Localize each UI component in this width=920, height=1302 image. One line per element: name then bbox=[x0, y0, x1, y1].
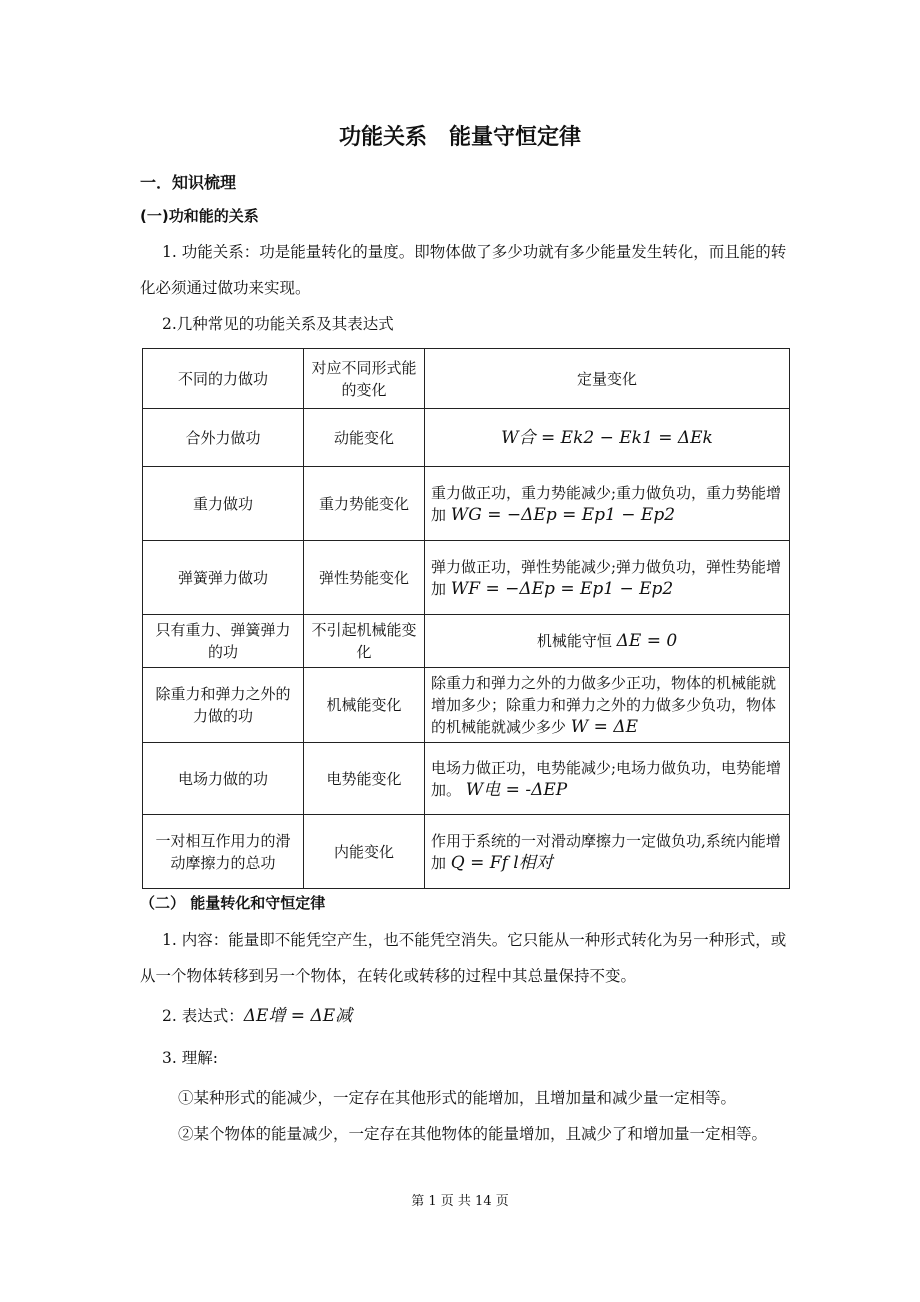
paragraph-expression bbox=[140, 998, 790, 1034]
paragraph-content: 1. 内容：能量即不能凭空产生，也不能凭空消失。它只能从一种形式转化为另一种形式，或从一个物体转移到另一个物体，在转化或转移的过程中其总量保持不变。 bbox=[140, 931, 787, 985]
expression-label: 2. 表达式： bbox=[162, 1007, 244, 1025]
header-force: 不同的力做功 bbox=[143, 349, 304, 409]
cell-quantity bbox=[425, 615, 790, 668]
table-row bbox=[143, 743, 790, 815]
cell-text: 作用于系统的一对滑动摩擦力一定做负功,系统内能增加 bbox=[431, 831, 781, 872]
table-row bbox=[143, 541, 790, 615]
cell-force: 重力做功 bbox=[143, 467, 304, 541]
cell-quantity bbox=[425, 668, 790, 743]
table-row bbox=[143, 467, 790, 541]
paragraph-point-2: ②某个物体的能量减少，一定存在其他物体的能量增加，且减少了和增加量一定相等。 bbox=[178, 1125, 768, 1143]
cell-force: 除重力和弹力之外的力做的功 bbox=[143, 668, 304, 743]
cell-text: 机械能守恒 bbox=[536, 632, 612, 650]
paragraph-understanding: 3. 理解: bbox=[162, 1049, 218, 1067]
table-header-row bbox=[143, 349, 790, 409]
cell-quantity bbox=[425, 743, 790, 815]
cell-quantity bbox=[425, 541, 790, 615]
cell-formula: WG = −ΔEp = Ep1 − Ep2 bbox=[450, 504, 676, 525]
header-energy: 对应不同形式能的变化 bbox=[304, 349, 425, 409]
cell-force: 合外力做功 bbox=[143, 409, 304, 467]
cell-text: 除重力和弹力之外的力做多少正功，物体的机械能就增加多少；除重力和弹力之外的力做多少负功，物体的机械能就减少多少 bbox=[431, 674, 777, 736]
paragraph-work-energy: 1. 功能关系：功是能量转化的量度。即物体做了多少功就有多少能量发生转化，而且能的转化必须通过做功来实现。 bbox=[140, 243, 787, 297]
paragraph-table-intro: 2.几种常见的功能关系及其表达式 bbox=[162, 315, 394, 333]
subsection-heading: (一)功和能的关系 bbox=[140, 207, 259, 225]
cell-formula: ΔE = 0 bbox=[616, 631, 678, 651]
cell-formula: W合 = Ek2 − Ek1 = ΔEk bbox=[425, 409, 790, 467]
page-footer: 第 1 页 共 14 页 bbox=[411, 1194, 509, 1209]
cell-text: 重力做正功，重力势能减少;重力做负功，重力势能增加 bbox=[431, 483, 782, 524]
cell-force: 电场力做的功 bbox=[143, 743, 304, 815]
table-row bbox=[143, 615, 790, 668]
paragraph-point-1: ①某种形式的能减少，一定存在其他形式的能增加，且增加量和减少量一定相等。 bbox=[178, 1089, 737, 1107]
header-quantity: 定量变化 bbox=[425, 349, 790, 409]
cell-force: 弹簧弹力做功 bbox=[143, 541, 304, 615]
table-row bbox=[143, 668, 790, 743]
cell-energy: 重力势能变化 bbox=[304, 467, 425, 541]
cell-force: 一对相互作用力的滑动摩擦力的总功 bbox=[143, 815, 304, 889]
cell-force: 只有重力、弹簧弹力的功 bbox=[143, 615, 304, 668]
expression-formula: ΔE增 = ΔE减 bbox=[243, 1006, 353, 1026]
work-energy-table bbox=[142, 348, 790, 889]
cell-text: 电场力做正功，电势能减少;电场力做负功，电势能增加。 bbox=[431, 758, 782, 799]
cell-energy: 不引起机械能变化 bbox=[304, 615, 425, 668]
cell-formula: W = ΔE bbox=[570, 717, 639, 737]
table-row bbox=[143, 409, 790, 467]
section-heading: 一．知识梳理 bbox=[140, 173, 237, 192]
cell-formula: W电 = -ΔEP bbox=[465, 779, 568, 800]
cell-formula: WF = −ΔEp = Ep1 − Ep2 bbox=[450, 578, 674, 599]
cell-energy: 弹性势能变化 bbox=[304, 541, 425, 615]
subsection-heading-2: （二） 能量转化和守恒定律 bbox=[140, 894, 326, 912]
cell-energy: 动能变化 bbox=[304, 409, 425, 467]
cell-energy: 电势能变化 bbox=[304, 743, 425, 815]
cell-text: 弹力做正功，弹性势能减少;弹力做负功，弹性势能增加 bbox=[431, 557, 782, 598]
cell-energy: 内能变化 bbox=[304, 815, 425, 889]
cell-quantity bbox=[425, 815, 790, 889]
cell-quantity bbox=[425, 467, 790, 541]
page-title: 功能关系 能量守恒定律 bbox=[338, 125, 581, 150]
cell-energy: 机械能变化 bbox=[304, 668, 425, 743]
table-row bbox=[143, 815, 790, 889]
cell-formula: Q = Ff l相对 bbox=[450, 852, 553, 873]
